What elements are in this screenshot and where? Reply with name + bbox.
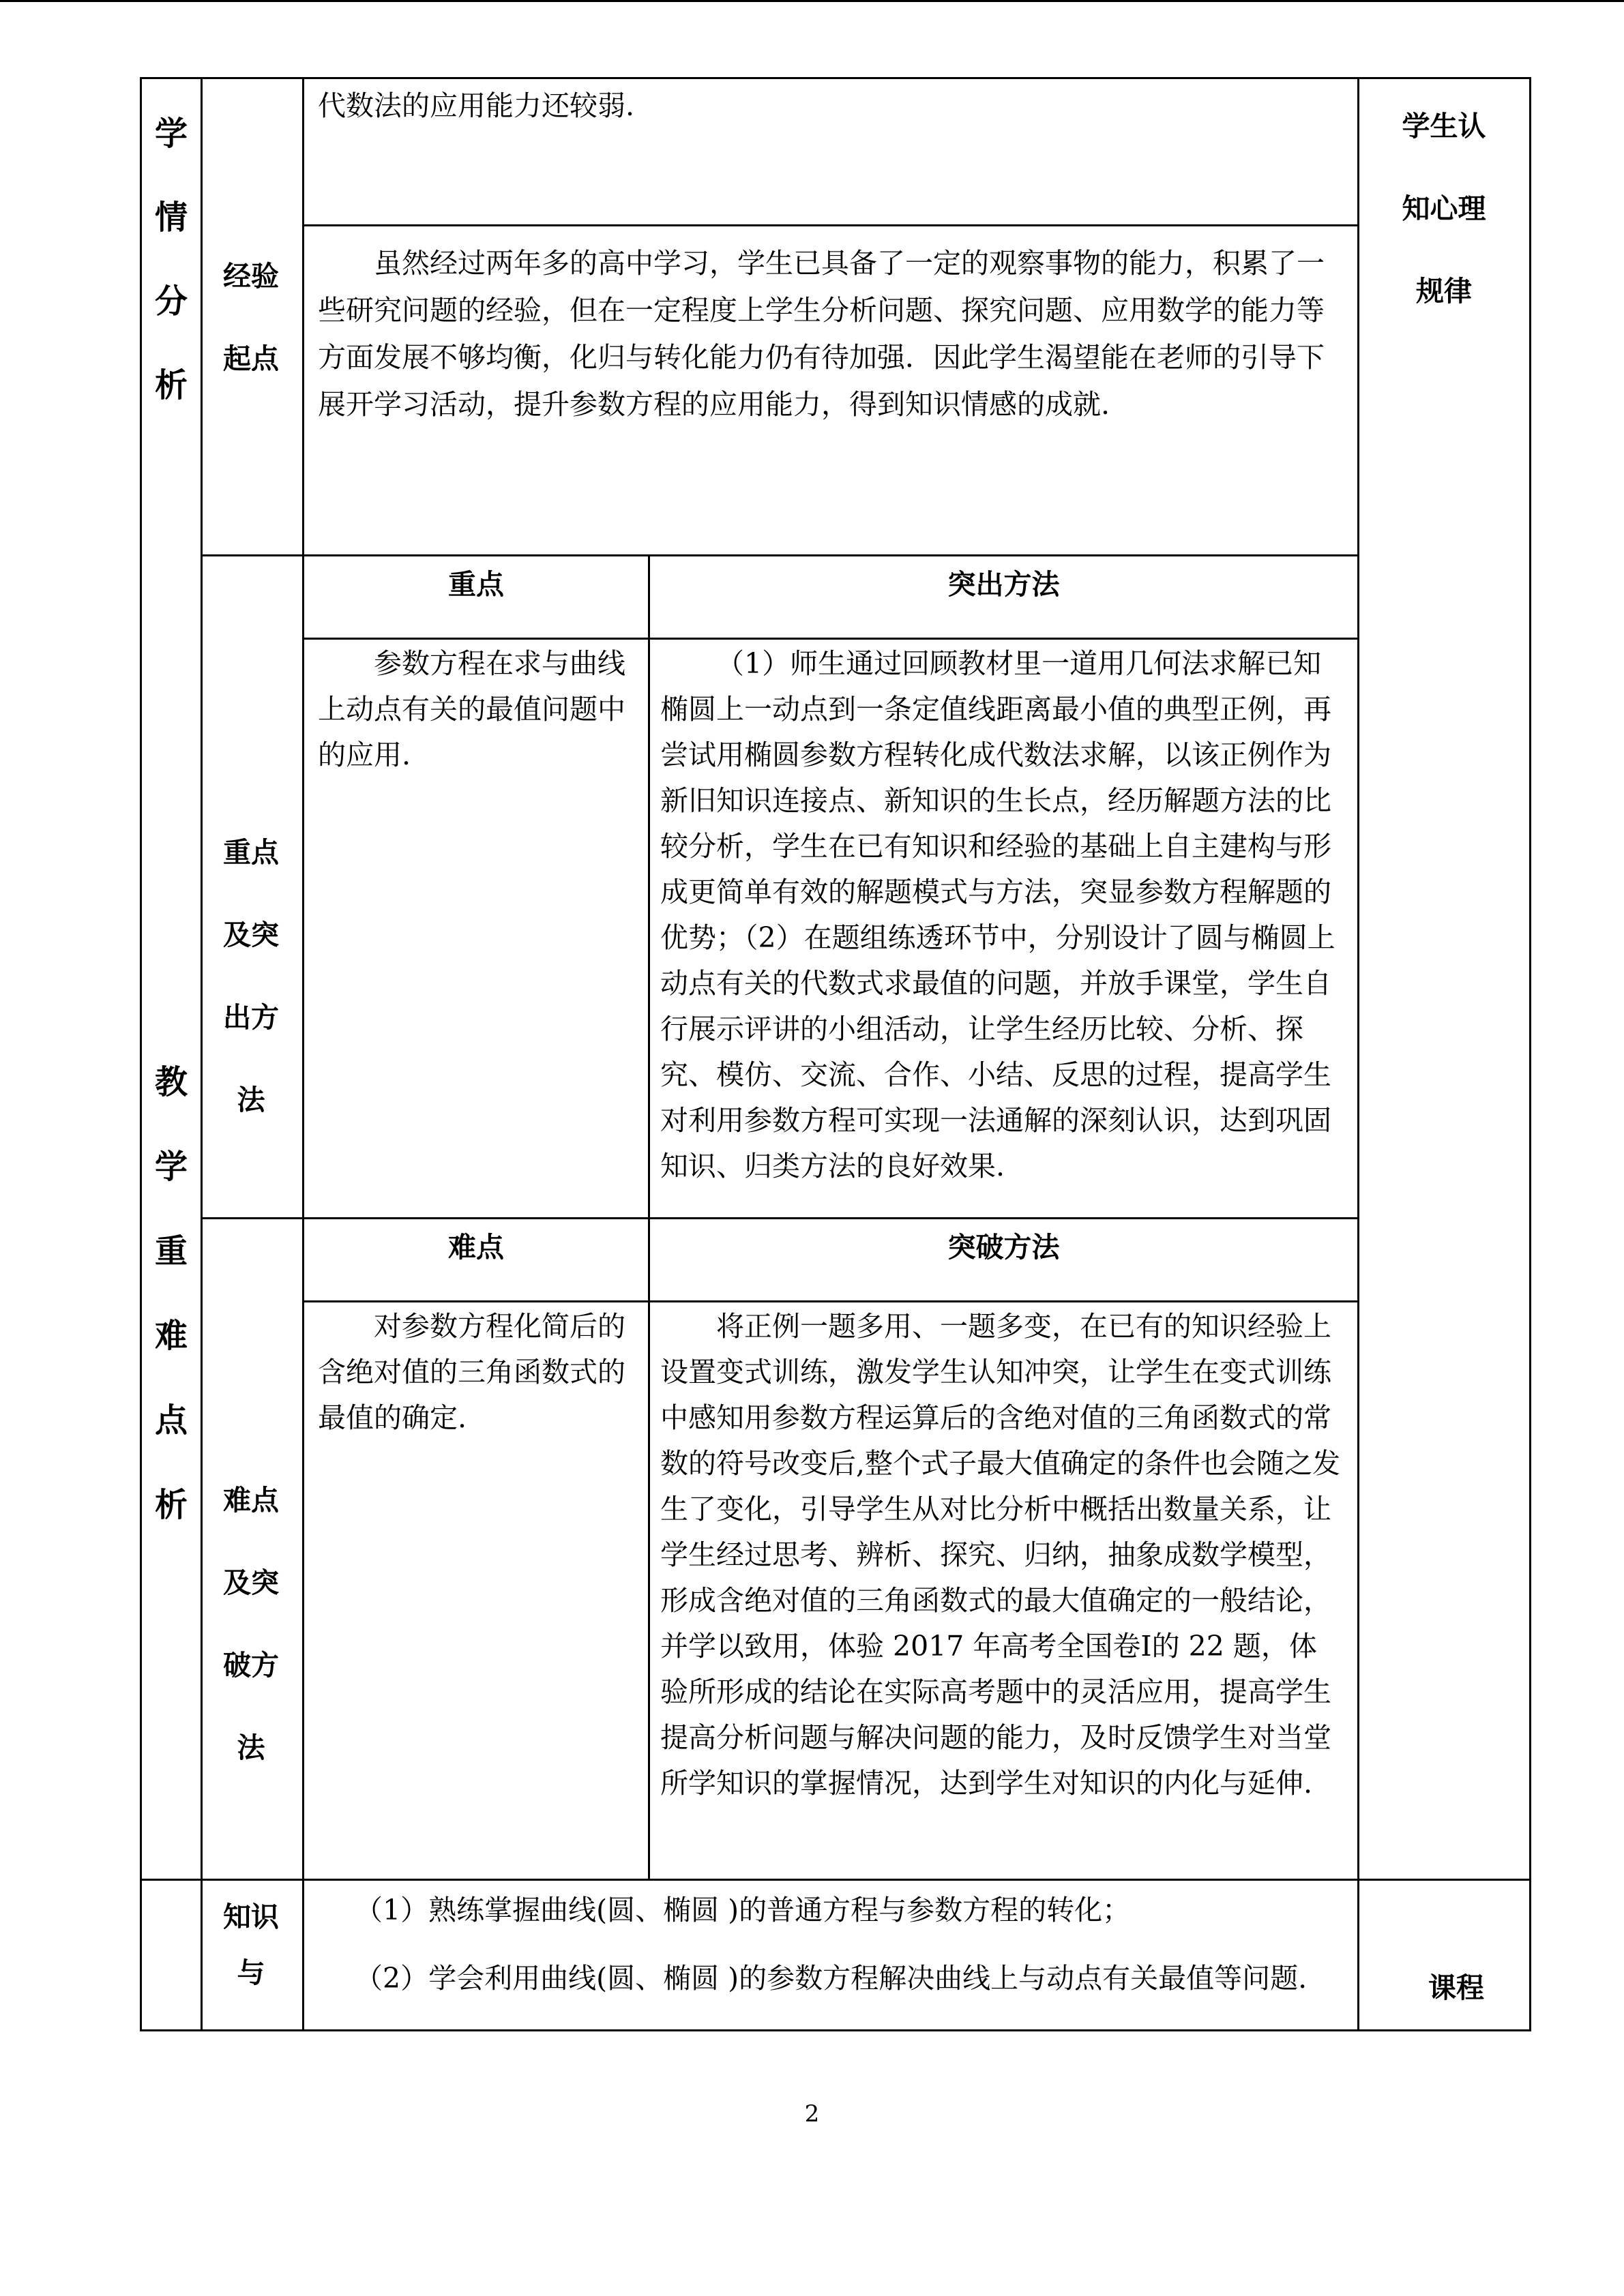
highlight-method-header: 突出方法 [947,568,1060,601]
section-label-key-difficult-analysis: 教学重难点析 [154,1063,188,1524]
key-points-header: 重点 [448,568,504,601]
side-label-course: 课程 [1428,1971,1484,2004]
experience-text: 虽然经过两年多的高中学习，学生已具备了一定的观察事物的能力，积累了一些研究问题的经验，但在一定程度上学生分析问题、探究问题、应用数学的能力等方面发展不够均衡，化归与转化能力仍有待加强．因此学生渴望能在老师的引导下展开学习活动，提升参数方程的应用能力，得到知识情感的成就. [318,247,1325,421]
key-points-label: 重点及突出方法 [223,836,279,1116]
side-label-cognitive-psychology: 学生认知心理规律 [1402,110,1486,308]
difficult-points-label: 难点及突破方法 [223,1484,279,1764]
highlight-method-text: （1）师生通过回顾教材里一道用几何法求解已知椭圆上一动点到一条定值线距离最小值的典型正例，再尝试用椭圆参数方程转化成代数法求解，以该正例作为新旧知识连接点、新知识的生长点，经历解题方法的比较分析，学生在已有知识和经验的基础上自主建构与形成更简单有效的解题模式与方法，突显参数方程解题的优势；（2）在题组练透环节中，分别设计了圆与椭圆上动点有关的代数式求最值的问题，并放手课堂，学生自行展示评讲的小组活动，让学生经历比较、分析、探究、模仿、交流、合作、小结、反思的过程，提高学生对利用参数方程可实现一法通解的深刻认识，达到巩固知识、归类方法的良好效果. [660,647,1335,1182]
key-points-text: 参数方程在求与曲线上动点有关的最值问题中的应用. [318,647,625,771]
page-number: 2 [804,2100,820,2128]
difficult-points-header: 难点 [448,1231,504,1264]
section-label-learning-analysis: 学情分析 [154,115,188,404]
breakthrough-method-text: 将正例一题多用、一题多变，在已有的知识经验上设置变式训练，激发学生认知冲突，让学生在变式训练中感知用参数方程运算后的含绝对值的三角函数式的常数的符号改变后,整个式子最大值确定的条件也会随之发生了变化，引导学生从对比分析中概括出数量关系，让学生经过思考、辨析、探究、归纳，抽象成数学模型，形成含绝对值的三角函数式的最大值确定的一般结论，并学以致用，体验 2017 年高考全国卷Ⅰ的 22 题，体验所形成的结论在实际高考题中的灵活应用，提高学生提高分析问题与解决问题的能力，及时反馈学生对当堂所学知识的掌握情况，达到学生对知识的内化与延伸. [660,1310,1341,1800]
experience-label: 经验起点 [223,260,279,375]
page-top-border [0,0,1624,2]
difficult-points-text: 对参数方程化简后的含绝对值的三角函数式的最值的确定. [318,1310,625,1434]
continuation-text: 代数法的应用能力还较弱. [318,89,635,122]
knowledge-label: 知识与 [223,1900,279,1989]
knowledge-item-1: （1）熟练掌握曲线(圆、椭圆 )的普通方程与参数方程的转化； [355,1894,1131,1926]
breakthrough-method-header: 突破方法 [947,1231,1060,1264]
knowledge-item-2: （2）学会利用曲线(圆、椭圆 )的参数方程解决曲线上与动点有关最值等问题. [355,1962,1308,1995]
